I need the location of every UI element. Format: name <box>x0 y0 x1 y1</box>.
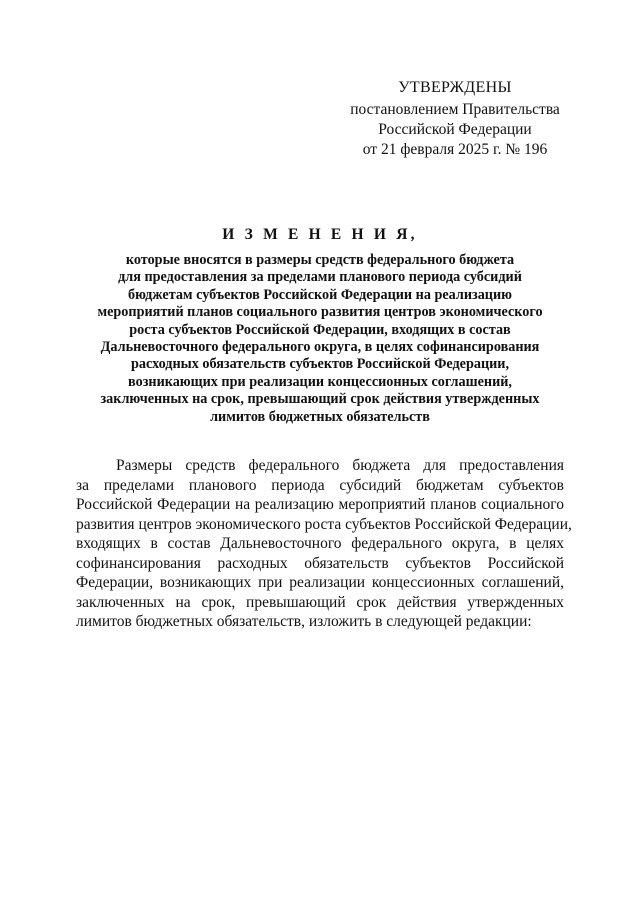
subtitle-line: которые вносятся в размеры средств федерального бюджета <box>125 252 515 268</box>
body-paragraph <box>76 456 572 632</box>
subtitle-line: расходных обязательств субъектов Российской Федерации, <box>130 356 510 373</box>
document-subtitle <box>70 252 570 426</box>
subtitle-line: бюджетам субъектов Российской Федерации на реализацию <box>128 286 512 303</box>
subtitle-line: роста субъектов Российской Федерации, входящих в состав <box>129 321 511 338</box>
document-title: И З М Е Н Е Н И Я, <box>222 226 418 243</box>
approval-heading: УТВЕРЖДЕНЫ <box>398 79 512 96</box>
approval-line-3: от 21 февраля 2025 г. № 196 <box>362 141 548 158</box>
document-title-block <box>70 226 570 426</box>
body-line: входящих в состав Дальневосточного федерального округа, в целях <box>76 535 564 552</box>
body-line: Федерации, возникающих при реализации концессионных соглашений, <box>76 574 564 591</box>
subtitle-line: заключенных на срок, превышающий срок действия утвержденных <box>100 391 540 408</box>
approval-line-2: Российской Федерации <box>378 121 532 138</box>
subtitle-line: лимитов бюджетных обязательств <box>210 408 430 425</box>
body-line: Размеры средств федерального бюджета для предоставления <box>116 457 564 474</box>
body-line: Российской Федерации на реализацию мероприятий планов социального <box>76 496 564 513</box>
body-line: лимитов бюджетных обязательств, изложить в следующей редакции: <box>76 613 532 630</box>
body-line: софинансирования расходных обязательств субъектов Российской <box>76 554 564 572</box>
approval-line-1: постановлением Правительства <box>350 101 560 118</box>
body-line: заключенных на срок, превышающий срок действия утвержденных <box>76 593 564 611</box>
subtitle-line: для предоставления за пределами планового периода субсидий <box>118 269 522 286</box>
subtitle-line: возникающих при реализации концессионных соглашений, <box>128 373 512 390</box>
subtitle-line: Дальневосточного федерального округа, в целях софинансирования <box>100 339 540 356</box>
subtitle-line: мероприятий планов социального развития центров экономического <box>97 304 543 321</box>
body-line: развития центров экономического роста субъектов Российской Федерации, <box>76 515 572 533</box>
body-line: за пределами планового периода субсидий бюджетам субъектов <box>76 476 564 494</box>
approval-stamp <box>330 78 580 160</box>
